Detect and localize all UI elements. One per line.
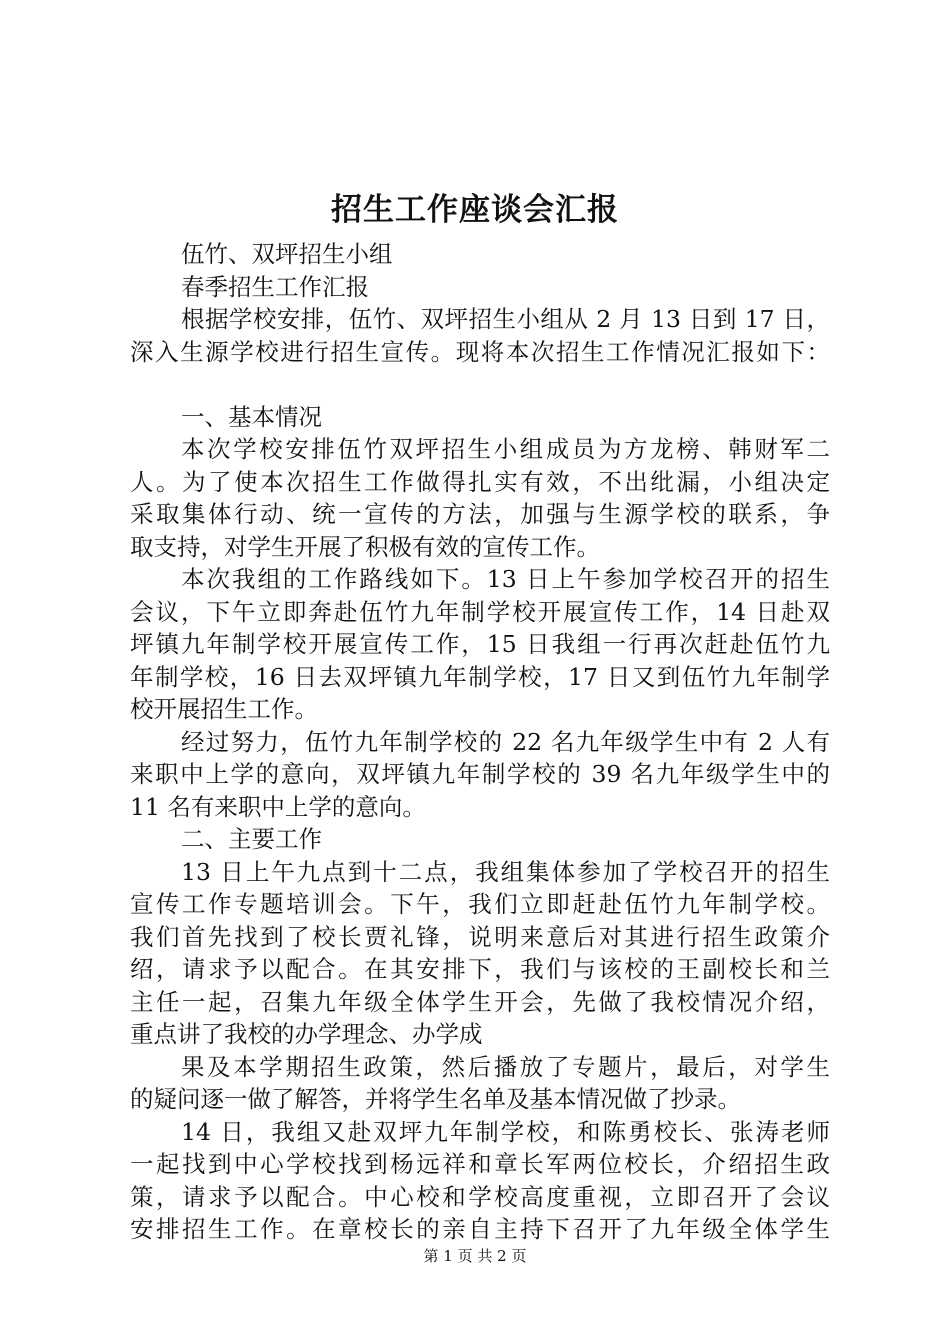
- text-line: 会议，下午立即奔赴伍竹九年制学校开展宣传工作，14 日赴双: [130, 597, 830, 626]
- text-line: 校开展招生工作。: [130, 695, 318, 723]
- text-line: 我们首先找到了校长贾礼锋，说明来意后对其进行招生政策介: [130, 922, 830, 951]
- text-line: 年制学校，16 日去双坪镇九年制学校，17 日又到伍竹九年制学: [130, 662, 830, 691]
- text-line: 重点讲了我校的办学理念、办学成: [130, 1020, 483, 1048]
- text-line: 13 日上午九点到十二点，我组集体参加了学校召开的招生: [181, 857, 830, 886]
- text-line: 采取集体行动、统一宣传的方法，加强与生源学校的联系，争: [130, 500, 830, 528]
- text-line: 来职中上学的意向，双坪镇九年制学校的 39 名九年级学生中的: [130, 760, 830, 788]
- text-line: 经过努力，伍竹九年制学校的 22 名九年级学生中有 2 人有: [181, 727, 830, 756]
- text-line: 二、主要工作: [181, 825, 322, 853]
- text-line: 果及本学期招生政策，然后播放了专题片，最后，对学生: [181, 1052, 830, 1081]
- text-line: 取支持，对学生开展了积极有效的宣传工作。: [130, 532, 600, 561]
- text-line: 一起找到中心学校找到杨远祥和章长军两位校长，介绍招生政: [130, 1150, 830, 1178]
- text-line: 一、基本情况: [181, 402, 322, 431]
- document-title: 招生工作座谈会汇报: [331, 192, 619, 228]
- text-line: 策，请求予以配合。中心校和学校高度重视，立即召开了会议: [130, 1182, 830, 1211]
- text-line: 根据学校安排，伍竹、双坪招生小组从 2 月 13 日到 17 日，: [181, 305, 830, 333]
- text-line: 宣传工作专题培训会。下午，我们立即赶赴伍竹九年制学校。: [130, 890, 830, 918]
- text-line: 主任一起，召集九年级全体学生开会，先做了我校情况介绍，: [130, 987, 830, 1016]
- text-line: 14 日，我组又赴双坪九年制学校，和陈勇校长、张涛老师: [181, 1117, 830, 1146]
- text-line: 伍竹、双坪招生小组: [181, 240, 393, 268]
- text-line: [130, 368, 830, 401]
- text-line: 人。为了使本次招生工作做得扎实有效，不出纰漏，小组决定: [130, 467, 830, 496]
- text-line: 坪镇九年制学校开展宣传工作，15 日我组一行再次赶赴伍竹九: [130, 630, 830, 658]
- text-line: 绍，请求予以配合。在其安排下，我们与该校的王副校长和兰: [130, 955, 830, 983]
- text-line: 安排招生工作。在章校长的亲自主持下召开了九年级全体学生: [130, 1215, 830, 1243]
- text-line: 深入生源学校进行招生宣传。现将本次招生工作情况汇报如下：: [130, 337, 830, 366]
- text-line: 春季招生工作汇报: [181, 272, 369, 301]
- page-footer: 第 1 页 共 2 页: [423, 1247, 527, 1265]
- text-line: 11 名有来职中上学的意向。: [130, 792, 426, 821]
- text-line: 本次学校安排伍竹双坪招生小组成员为方龙榜、韩财军二: [181, 435, 830, 463]
- text-line: 本次我组的工作路线如下。13 日上午参加学校召开的招生: [181, 565, 830, 593]
- document-body: [130, 238, 830, 1246]
- text-line: 的疑问逐一做了解答，并将学生名单及基本情况做了抄录。: [130, 1085, 741, 1113]
